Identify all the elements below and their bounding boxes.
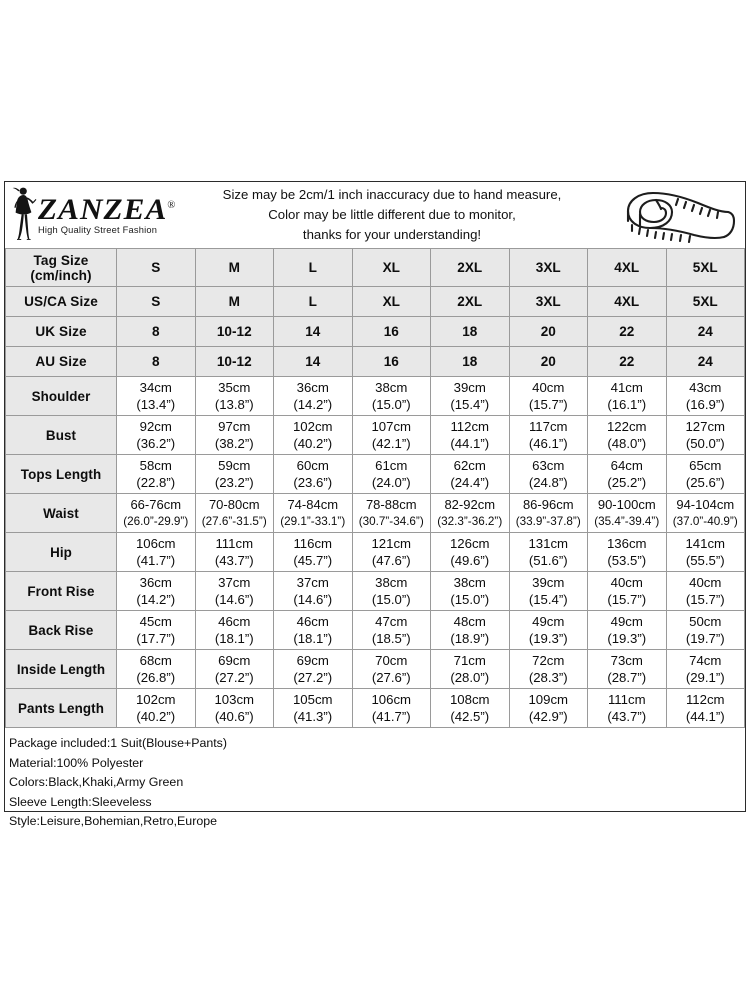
cell-value-cm: 46cm <box>296 613 329 629</box>
table-cell: 24 <box>666 317 745 347</box>
cell-value-inch: (14.2”) <box>293 397 333 412</box>
cell-value-cm: 111cm <box>607 691 646 707</box>
cell-value-cm: 37cm <box>218 574 251 590</box>
cell-value-cm: 50cm <box>689 613 722 629</box>
cell-value-inch: (28.0”) <box>450 670 490 685</box>
cell-value-cm: 108cm <box>449 691 490 707</box>
row-label: Bust <box>6 416 117 455</box>
table-cell <box>117 494 196 533</box>
cell-value-cm: 38cm <box>453 574 486 590</box>
table-cell: 14 <box>274 317 353 347</box>
table-cell <box>117 689 196 728</box>
table-cell: 20 <box>509 347 588 377</box>
table-cell <box>666 689 745 728</box>
table-cell <box>431 533 510 572</box>
cell-value-cm: 64cm <box>610 457 643 473</box>
cell-value-cm: 131cm <box>528 535 569 551</box>
table-cell <box>509 689 588 728</box>
cell-value-cm: 102cm <box>135 691 176 707</box>
table-row-tag-size <box>6 249 745 287</box>
table-cell <box>666 533 745 572</box>
table-cell <box>117 572 196 611</box>
cell-value-cm: 61cm <box>375 457 408 473</box>
table-cell <box>274 377 353 416</box>
table-cell <box>666 650 745 689</box>
table-cell: XL <box>352 287 431 317</box>
table-cell: S <box>117 249 196 287</box>
cell-value-inch: (50.0”) <box>685 436 725 451</box>
cell-value-inch: (33.9”-37.8”) <box>515 514 581 528</box>
cell-value-cm: 136cm <box>606 535 647 551</box>
brand-name <box>38 192 177 226</box>
cell-value-cm: 34cm <box>139 379 172 395</box>
cell-value-cm: 82-92cm <box>444 496 496 512</box>
table-cell <box>588 533 667 572</box>
table-cell <box>195 377 274 416</box>
row-label-us-ca-size: US/CA Size <box>6 287 117 317</box>
table-cell <box>274 416 353 455</box>
table-cell <box>509 494 588 533</box>
cell-value-inch: (55.5”) <box>685 553 725 568</box>
cell-value-inch: (26.0”-29.9”) <box>123 514 189 528</box>
table-cell <box>352 494 431 533</box>
table-cell: L <box>274 287 353 317</box>
cell-value-inch: (29.1”) <box>685 670 725 685</box>
cell-value-cm: 35cm <box>218 379 251 395</box>
table-cell <box>352 533 431 572</box>
table-cell <box>352 689 431 728</box>
cell-value-inch: (28.7”) <box>607 670 647 685</box>
cell-value-inch: (19.3”) <box>607 631 647 646</box>
cell-value-cm: 39cm <box>453 379 486 395</box>
table-cell <box>117 533 196 572</box>
cell-value-cm: 97cm <box>218 418 251 434</box>
table-cell <box>195 455 274 494</box>
table-cell <box>195 689 274 728</box>
cell-value-inch: (41.3”) <box>293 709 333 724</box>
cell-value-inch: (13.8”) <box>214 397 254 412</box>
table-cell: 24 <box>666 347 745 377</box>
table-cell: 16 <box>352 347 431 377</box>
cell-value-cm: 74cm <box>689 652 722 668</box>
table-cell <box>117 377 196 416</box>
table-cell: 3XL <box>509 287 588 317</box>
table-row <box>6 572 745 611</box>
table-cell: 18 <box>431 347 510 377</box>
table-cell: 2XL <box>431 287 510 317</box>
table-row <box>6 650 745 689</box>
table-cell: 18 <box>431 317 510 347</box>
cell-value-inch: (26.8”) <box>136 670 176 685</box>
table-row-uk-size <box>6 317 745 347</box>
registered-mark: ® <box>167 199 177 211</box>
cell-value-inch: (44.1”) <box>685 709 725 724</box>
cell-value-inch: (15.7”) <box>528 397 568 412</box>
cell-value-inch: (35.4”-39.4”) <box>594 514 660 528</box>
cell-value-cm: 62cm <box>453 457 486 473</box>
cell-value-inch: (40.2”) <box>293 436 333 451</box>
notice-line-1: Size may be 2cm/1 inch inaccuracy due to hand measure, <box>222 186 562 202</box>
row-label-uk-size: UK Size <box>6 317 117 347</box>
cell-value-cm: 102cm <box>292 418 333 434</box>
detail-line: Package included:1 Suit(Blouse+Pants) <box>9 736 228 750</box>
cell-value-cm: 36cm <box>139 574 172 590</box>
table-cell: 8 <box>117 317 196 347</box>
table-cell <box>117 611 196 650</box>
row-label: Back Rise <box>6 611 117 650</box>
cell-value-cm: 37cm <box>296 574 329 590</box>
table-cell: XL <box>352 249 431 287</box>
cell-value-inch: (25.6”) <box>685 475 725 490</box>
cell-value-inch: (15.4”) <box>528 592 568 607</box>
cell-value-cm: 40cm <box>532 379 565 395</box>
cell-value-cm: 111cm <box>215 535 254 551</box>
brand-name-text: ZANZEA <box>38 192 168 226</box>
cell-value-cm: 49cm <box>610 613 643 629</box>
cell-value-cm: 38cm <box>375 574 408 590</box>
table-cell <box>195 611 274 650</box>
table-cell <box>666 416 745 455</box>
table-cell <box>588 572 667 611</box>
cell-value-cm: 39cm <box>532 574 565 590</box>
cell-value-inch: (27.2”) <box>293 670 333 685</box>
table-cell <box>588 650 667 689</box>
cell-value-cm: 92cm <box>139 418 172 434</box>
table-cell <box>195 494 274 533</box>
table-cell <box>195 416 274 455</box>
cell-value-cm: 41cm <box>610 379 643 395</box>
cell-value-inch: (30.7”-34.6”) <box>358 514 424 528</box>
row-label: Tops Length <box>6 455 117 494</box>
cell-value-inch: (18.1”) <box>293 631 333 646</box>
cell-value-inch: (15.7”) <box>685 592 725 607</box>
cell-value-inch: (15.7”) <box>607 592 647 607</box>
cell-value-inch: (28.3”) <box>528 670 568 685</box>
table-cell <box>509 533 588 572</box>
table-cell <box>431 494 510 533</box>
row-label-tag-size <box>6 249 117 287</box>
table-row-us-ca-size <box>6 287 745 317</box>
brand-tagline: High Quality Street Fashion <box>38 225 158 236</box>
cell-value-inch: (29.1”-33.1”) <box>280 514 346 528</box>
table-cell <box>588 416 667 455</box>
woman-silhouette-icon <box>11 186 37 245</box>
cell-value-cm: 63cm <box>532 457 565 473</box>
cell-value-inch: (25.2”) <box>607 475 647 490</box>
table-row <box>6 494 745 533</box>
table-row <box>6 689 745 728</box>
cell-value-cm: 90-100cm <box>597 496 656 512</box>
cell-value-inch: (32.3”-36.2”) <box>437 514 503 528</box>
cell-value-inch: (22.8”) <box>136 475 176 490</box>
cell-value-inch: (18.5”) <box>371 631 411 646</box>
cell-value-inch: (36.2”) <box>136 436 176 451</box>
cell-value-inch: (15.4”) <box>450 397 490 412</box>
cell-value-inch: (15.0”) <box>450 592 490 607</box>
table-cell <box>352 650 431 689</box>
cell-value-cm: 70-80cm <box>208 496 260 512</box>
cell-value-cm: 106cm <box>371 691 412 707</box>
cell-value-cm: 107cm <box>371 418 412 434</box>
cell-value-inch: (19.7”) <box>685 631 725 646</box>
table-cell <box>431 611 510 650</box>
table-cell <box>431 416 510 455</box>
table-cell <box>509 377 588 416</box>
cell-value-inch: (41.7”) <box>371 709 411 724</box>
product-details <box>5 728 745 836</box>
cell-value-inch: (47.6”) <box>371 553 411 568</box>
row-label: Shoulder <box>6 377 117 416</box>
cell-value-cm: 121cm <box>371 535 412 551</box>
cell-value-cm: 65cm <box>689 457 722 473</box>
cell-value-cm: 40cm <box>610 574 643 590</box>
measuring-tape-icon <box>613 187 745 243</box>
cell-value-inch: (27.6”) <box>371 670 411 685</box>
cell-value-cm: 68cm <box>139 652 172 668</box>
table-cell <box>666 611 745 650</box>
table-cell: 4XL <box>588 249 667 287</box>
table-cell <box>431 377 510 416</box>
table-row <box>6 533 745 572</box>
cell-value-cm: 66-76cm <box>130 496 182 512</box>
cell-value-cm: 72cm <box>532 652 565 668</box>
table-cell <box>509 650 588 689</box>
table-cell <box>352 455 431 494</box>
table-cell: 8 <box>117 347 196 377</box>
cell-value-cm: 60cm <box>296 457 329 473</box>
cell-value-cm: 106cm <box>135 535 176 551</box>
chart-header <box>5 182 745 248</box>
size-chart-frame <box>4 181 746 829</box>
cell-value-inch: (48.0”) <box>607 436 647 451</box>
table-cell <box>274 689 353 728</box>
cell-value-inch: (19.3”) <box>528 631 568 646</box>
table-cell <box>509 455 588 494</box>
cell-value-inch: (23.2”) <box>214 475 254 490</box>
table-cell <box>352 572 431 611</box>
cell-value-inch: (37.0”-40.9”) <box>672 514 738 528</box>
cell-value-cm: 69cm <box>218 652 251 668</box>
cell-value-inch: (15.0”) <box>371 592 411 607</box>
cell-value-inch: (27.6”-31.5”) <box>201 514 267 528</box>
table-cell <box>117 416 196 455</box>
cell-value-inch: (41.7”) <box>136 553 176 568</box>
table-cell: M <box>195 249 274 287</box>
measurement-notice <box>171 185 613 245</box>
table-cell: 10-12 <box>195 347 274 377</box>
cell-value-inch: (42.5”) <box>450 709 490 724</box>
table-cell <box>274 533 353 572</box>
cell-value-cm: 122cm <box>606 418 647 434</box>
cell-value-inch: (24.8”) <box>528 475 568 490</box>
detail-line: Sleeve Length:Sleeveless <box>9 794 152 809</box>
table-cell <box>588 494 667 533</box>
table-row <box>6 416 745 455</box>
table-cell: L <box>274 249 353 287</box>
table-row <box>6 377 745 416</box>
table-cell: M <box>195 287 274 317</box>
size-measurement-table <box>5 248 745 728</box>
notice-line-3: thanks for your understanding! <box>302 227 482 243</box>
table-cell <box>431 650 510 689</box>
table-cell: 3XL <box>509 249 588 287</box>
table-cell: 22 <box>588 347 667 377</box>
table-cell: S <box>117 287 196 317</box>
table-cell <box>274 494 353 533</box>
row-label: Pants Length <box>6 689 117 728</box>
row-label-line-2: (cm/inch) <box>30 267 92 283</box>
table-cell <box>431 689 510 728</box>
cell-value-cm: 105cm <box>292 691 333 707</box>
table-cell: 10-12 <box>195 317 274 347</box>
cell-value-cm: 70cm <box>375 652 408 668</box>
cell-value-inch: (15.0”) <box>371 397 411 412</box>
table-cell <box>431 455 510 494</box>
cell-value-cm: 74-84cm <box>287 496 339 512</box>
cell-value-cm: 59cm <box>218 457 251 473</box>
table-cell <box>274 611 353 650</box>
table-cell: 5XL <box>666 249 745 287</box>
row-label: Hip <box>6 533 117 572</box>
detail-line: Colors:Black,Khaki,Army Green <box>9 775 184 790</box>
cell-value-inch: (49.6”) <box>450 553 490 568</box>
table-cell <box>509 611 588 650</box>
row-label: Waist <box>6 494 117 533</box>
table-cell <box>195 572 274 611</box>
row-label: Inside Length <box>6 650 117 689</box>
cell-value-inch: (14.2”) <box>136 592 176 607</box>
cell-value-inch: (24.4”) <box>450 475 490 490</box>
cell-value-inch: (40.6”) <box>214 709 254 724</box>
table-cell <box>431 572 510 611</box>
cell-value-cm: 94-104cm <box>676 496 735 512</box>
cell-value-cm: 47cm <box>375 613 408 629</box>
table-cell <box>117 650 196 689</box>
cell-value-cm: 117cm <box>528 418 568 434</box>
table-cell <box>588 377 667 416</box>
table-cell: 5XL <box>666 287 745 317</box>
measurement-rows <box>6 377 745 728</box>
table-cell: 14 <box>274 347 353 377</box>
cell-value-inch: (42.1”) <box>371 436 411 451</box>
cell-value-inch: (42.9”) <box>528 709 568 724</box>
cell-value-inch: (23.6”) <box>293 475 333 490</box>
cell-value-cm: 71cm <box>453 652 486 668</box>
cell-value-cm: 46cm <box>218 613 251 629</box>
table-cell <box>352 611 431 650</box>
cell-value-cm: 73cm <box>610 652 643 668</box>
cell-value-inch: (40.2”) <box>136 709 176 724</box>
table-cell <box>666 494 745 533</box>
table-cell <box>352 377 431 416</box>
table-row-au-size <box>6 347 745 377</box>
cell-value-cm: 58cm <box>139 457 172 473</box>
cell-value-inch: (44.1”) <box>450 436 490 451</box>
table-cell: 22 <box>588 317 667 347</box>
cell-value-inch: (43.7”) <box>214 553 254 568</box>
cell-value-cm: 78-88cm <box>365 496 417 512</box>
brand-logo <box>5 186 177 245</box>
cell-value-cm: 49cm <box>532 613 565 629</box>
row-label-au-size: AU Size <box>6 347 117 377</box>
notice-line-2: Color may be little different due to monitor, <box>268 206 516 222</box>
brand-logo-text <box>38 192 177 236</box>
table-cell <box>274 650 353 689</box>
cell-value-cm: 36cm <box>296 379 329 395</box>
cell-value-cm: 45cm <box>139 613 172 629</box>
cell-value-cm: 112cm <box>450 418 490 434</box>
row-label: Front Rise <box>6 572 117 611</box>
cell-value-inch: (45.7”) <box>293 553 333 568</box>
cell-value-cm: 103cm <box>214 691 255 707</box>
cell-value-cm: 116cm <box>293 535 333 551</box>
table-cell <box>588 611 667 650</box>
table-cell <box>195 533 274 572</box>
row-label-line-1: Tag Size <box>33 252 89 268</box>
cell-value-inch: (46.1”) <box>528 436 568 451</box>
cell-value-cm: 112cm <box>685 691 725 707</box>
table-cell <box>666 377 745 416</box>
cell-value-inch: (18.9”) <box>450 631 490 646</box>
cell-value-cm: 69cm <box>296 652 329 668</box>
cell-value-cm: 141cm <box>685 535 726 551</box>
table-cell: 16 <box>352 317 431 347</box>
table-row <box>6 611 745 650</box>
cell-value-inch: (17.7”) <box>136 631 176 646</box>
table-cell: 20 <box>509 317 588 347</box>
table-cell <box>666 572 745 611</box>
table-cell: 2XL <box>431 249 510 287</box>
table-cell <box>588 689 667 728</box>
cell-value-cm: 126cm <box>449 535 490 551</box>
cell-value-inch: (53.5”) <box>607 553 647 568</box>
table-row <box>6 455 745 494</box>
table-cell <box>588 455 667 494</box>
cell-value-inch: (51.6”) <box>528 553 568 568</box>
table-cell <box>352 416 431 455</box>
cell-value-inch: (14.6”) <box>293 592 333 607</box>
cell-value-cm: 38cm <box>375 379 408 395</box>
table-cell <box>509 572 588 611</box>
table-cell <box>195 650 274 689</box>
cell-value-cm: 86-96cm <box>522 496 574 512</box>
cell-value-inch: (16.9”) <box>685 397 725 412</box>
cell-value-cm: 109cm <box>528 691 569 707</box>
cell-value-cm: 48cm <box>453 613 486 629</box>
cell-value-inch: (38.2”) <box>214 436 254 451</box>
size-table-body <box>6 249 745 377</box>
table-cell <box>666 455 745 494</box>
cell-value-inch: (14.6”) <box>214 592 254 607</box>
table-cell <box>274 572 353 611</box>
detail-line: Material:100% Polyester <box>9 755 144 770</box>
cell-value-inch: (43.7”) <box>607 709 647 724</box>
cell-value-cm: 127cm <box>685 418 726 434</box>
cell-value-inch: (16.1”) <box>607 397 647 412</box>
cell-value-inch: (18.1”) <box>214 631 254 646</box>
table-cell <box>509 416 588 455</box>
table-cell <box>274 455 353 494</box>
cell-value-inch: (24.0”) <box>371 475 411 490</box>
table-cell <box>117 455 196 494</box>
table-cell: 4XL <box>588 287 667 317</box>
cell-value-inch: (13.4”) <box>136 397 176 412</box>
cell-value-cm: 43cm <box>689 379 722 395</box>
detail-line: Style:Leisure,Bohemian,Retro,Europe <box>9 814 218 829</box>
cell-value-inch: (27.2”) <box>214 670 254 685</box>
cell-value-cm: 40cm <box>689 574 722 590</box>
